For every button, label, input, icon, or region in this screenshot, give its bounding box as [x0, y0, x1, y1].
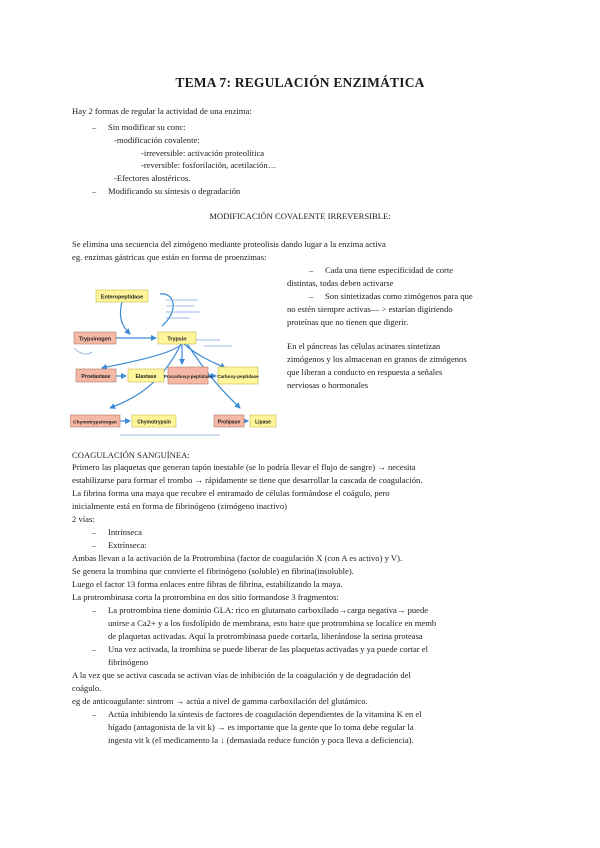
- bullet-line: no estén siempre activas— > estarían digiriendo: [287, 304, 453, 314]
- svg-text:Chymotrypsin: Chymotrypsin: [137, 419, 171, 426]
- paragraph-line: Se genera la trombina que convierte el fibrinógeno (soluble) en fibrina(insoluble).: [72, 566, 354, 576]
- paragraph-line: estabilizarse para formar el trombo → rápidamente se tiene que desarrollar la cascada de coagulación.: [72, 475, 423, 485]
- svg-text:Proelastase: Proelastase: [81, 374, 111, 380]
- page-title: TEMA 7: REGULACIÓN ENZIMÁTICA: [175, 75, 425, 90]
- svg-text:Chymotrypsinogen: Chymotrypsinogen: [73, 420, 117, 426]
- paragraph-line: eg. enzimas gástricas que están en forma de proenzimas:: [72, 252, 267, 262]
- bullet-dash: –: [309, 291, 314, 301]
- paragraph-line: Se elimina una secuencia del zimógeno mediante proteolisis dando lugar a la enzima activa: [72, 239, 386, 249]
- bullet-dash: –: [92, 540, 97, 550]
- intro-sub-1: -modificación covalente:: [114, 135, 200, 145]
- svg-text:Elastase: Elastase: [135, 374, 157, 380]
- intro-item-2: Modificando su síntesis o degradación: [108, 186, 241, 196]
- bullet-dash: –: [92, 527, 97, 537]
- paragraph-line: 2 vías:: [72, 514, 95, 524]
- paragraph-line: Ambas llevan a la activación de la Protrombina (factor de coagulación X (con A es activo) y V).: [72, 553, 403, 563]
- box-procarboxypeptidase: [164, 367, 213, 384]
- section-heading-coagulacion: COAGULACIÓN SANGUÍNEA:: [72, 450, 190, 460]
- activation-arrows: [102, 294, 248, 421]
- bullet-dash: –: [92, 644, 97, 654]
- paragraph-line: En el páncreas las células acinares sintetizan: [287, 341, 441, 351]
- svg-text:Prolipase: Prolipase: [217, 419, 241, 426]
- box-enteropeptidase: [96, 290, 148, 302]
- paragraph-line: Primero las plaquetas que generan tapón inestable (se lo podría llevar el flujo de sangre) → necesita: [72, 462, 416, 472]
- svg-text:Lipase: Lipase: [255, 419, 271, 426]
- bullet-line: hígado (antagonista de la vit k) → es importante que la gente que lo toma debe regular la: [108, 722, 414, 732]
- box-carboxypeptidase: [217, 367, 259, 384]
- bullet-dash: –: [92, 186, 97, 196]
- bullet-dash: –: [92, 122, 97, 132]
- intro-sub-1b: -reversible: fosforilación, acetilación…: [141, 160, 277, 170]
- paragraph-line: Luego el factor 13 forma enlaces entre fibras de fibrina, estabilizando la maya.: [72, 579, 343, 589]
- bullet-line: Son sintetizadas como zimógenos para que: [325, 291, 473, 301]
- box-lipase: [250, 415, 276, 427]
- box-trypsin: [158, 332, 196, 344]
- bullet-line: proteínas que no tienen que digerir.: [287, 317, 409, 327]
- box-chymotrypsinogen: [70, 415, 120, 427]
- bullet-line: La protrombina tiene dominio GLA: rico en glutamato carboxilado→carga negativa→ puede: [108, 605, 429, 615]
- svg-text:Enteropeptidase: Enteropeptidase: [100, 294, 144, 301]
- via-extrinseca: Extrínseca:: [108, 540, 147, 550]
- bullet-line: fibrinógeno: [108, 657, 149, 667]
- paragraph-line: que liberan a conducto en respuesta a señales: [287, 367, 443, 377]
- bullet-dash: –: [309, 265, 314, 275]
- paragraph-line: inicialmente está en forma de fibrinógeno (zimógeno inactivo): [72, 501, 288, 511]
- bullet-line: Una vez activada, la trombina se puede liberar de las plaquetas activadas y ya puede cortar el: [108, 644, 428, 654]
- bullet-dash: –: [92, 605, 97, 615]
- box-prolipase: [214, 415, 244, 427]
- bullet-line: ingesta vit k (el medicamento la ↓ (demasiada reduce función y poca lleva a deficiencia).: [108, 735, 414, 745]
- intro-lead: Hay 2 formas de regular la actividad de una enzima:: [72, 106, 252, 116]
- paragraph-line: La fibrina forma una maya que recubre el entramado de células formándose el coágulo, pero: [72, 488, 390, 498]
- intro-item-1: Sin modificar su conc:: [108, 122, 186, 132]
- bullet-line: unirse a Ca2+ y a los fosfolípido de membrana, esto hace que protrombina se localice en memb: [108, 618, 437, 628]
- svg-text:Trypsinogen: Trypsinogen: [78, 336, 112, 343]
- box-elastase: [128, 369, 164, 382]
- intro-sub-2: -Efectores alostéricos.: [114, 173, 191, 183]
- bullet-dash: –: [92, 709, 97, 719]
- box-trypsinogen: [74, 332, 116, 344]
- bullet-line: Cada una tiene especificidad de corte: [325, 265, 454, 275]
- paragraph-line: coágulo.: [72, 683, 102, 693]
- svg-text:Carboxy-peptidase: Carboxy-peptidase: [217, 374, 259, 379]
- paragraph-line: La protrombinasa corta la protrombina en dos sitio formandose 3 fragmentos:: [72, 592, 339, 602]
- paragraph-line: A la vez que se activa cascada se activan vías de inhibición de la coagulación y de degradación del: [72, 670, 411, 680]
- via-intrinseca: Intrínseca: [108, 527, 142, 537]
- bullet-line: de plaquetas activadas. Aquí la protrombinasa puede cortarla, liberándose la serina proteasa: [108, 631, 423, 641]
- paragraph-line: zimógenos y los almacenan en granos de zimógenos: [287, 354, 467, 364]
- intro-sub-1a: -irreversible: activación proteolítica: [141, 148, 265, 158]
- bullet-line: distintas, todas deben activarse: [287, 278, 394, 288]
- svg-text:Procarboxy-peptidase: Procarboxy-peptidase: [163, 374, 213, 379]
- paragraph-line: nerviosas o hormonales: [287, 380, 369, 390]
- svg-text:Trypsin: Trypsin: [167, 336, 187, 343]
- zymogen-activation-diagram: [70, 280, 278, 440]
- box-proelastase: [76, 369, 116, 382]
- paragraph-line: eg de anticoagulante: sintrom → actúa a nivel de gamma carboxilación del glutámico.: [72, 696, 368, 706]
- box-chymotrypsin: [132, 415, 176, 427]
- section-heading-covalente: MODIFICACIÓN COVALENTE IRREVERSIBLE:: [209, 211, 391, 221]
- bullet-line: Actúa inhibiendo la síntesis de factores de coagulación dependientes de la vitamina K en el: [108, 709, 422, 719]
